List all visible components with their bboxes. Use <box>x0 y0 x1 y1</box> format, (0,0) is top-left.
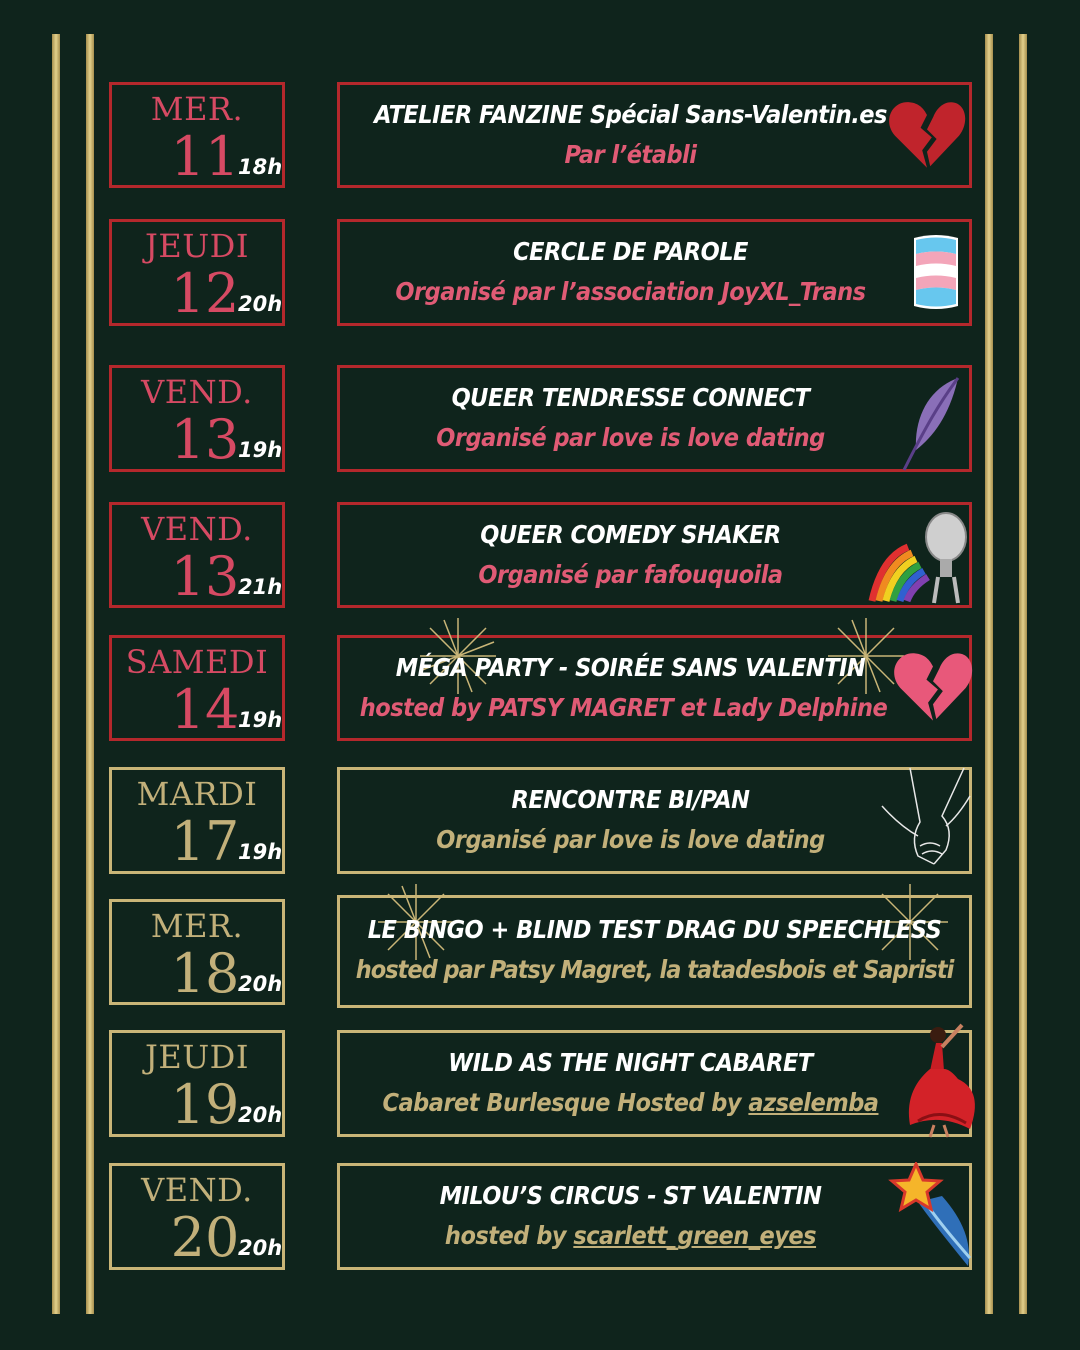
date-box <box>109 365 285 472</box>
date-box <box>109 1030 285 1137</box>
day-label: MER. <box>150 90 244 128</box>
event-box <box>337 365 972 472</box>
event-subtitle: Organisé par fafouquoila <box>478 560 783 589</box>
event-box <box>337 1030 972 1137</box>
date-number: 20 <box>170 1206 240 1269</box>
event-time: 20h <box>238 1103 283 1127</box>
date-number: 13 <box>170 408 240 471</box>
event-subtitle: Organisé par love is love dating <box>436 825 825 854</box>
day-label: MARDI <box>136 775 258 813</box>
date-box <box>109 1163 285 1270</box>
event-box <box>337 767 972 874</box>
event-time: 20h <box>238 1236 283 1260</box>
event-box <box>337 1163 972 1270</box>
event-time: 20h <box>238 972 283 996</box>
left-outer-rail <box>52 34 60 1314</box>
event-box <box>337 635 972 741</box>
shooting-star-icon <box>888 1162 974 1270</box>
left-inner-rail <box>86 34 94 1314</box>
event-title: QUEER COMEDY SHAKER <box>480 520 781 549</box>
event-subtitle: hosted by PATSY MAGRET et Lady Delphine <box>359 693 888 722</box>
broken-heart-icon <box>892 650 974 724</box>
date-number: 19 <box>170 1073 240 1136</box>
event-time: 19h <box>238 708 283 732</box>
right-inner-rail <box>985 34 993 1314</box>
event-title: CERCLE DE PAROLE <box>513 237 748 266</box>
event-subtitle: hosted par Patsy Magret, la tatadesbois et Sapristi <box>355 955 954 984</box>
event-subtitle: Organisé par love is love dating <box>436 423 825 452</box>
date-number: 12 <box>170 262 240 325</box>
event-title: WILD AS THE NIGHT CABARET <box>448 1048 813 1077</box>
event-time: 18h <box>238 155 283 179</box>
date-number: 17 <box>170 810 240 873</box>
date-box <box>109 767 285 874</box>
event-box <box>337 219 972 326</box>
date-number: 18 <box>170 942 240 1005</box>
event-box <box>337 82 972 188</box>
feather-icon <box>900 376 964 472</box>
host-link[interactable]: scarlett_green_eyes <box>573 1221 817 1250</box>
subtitle-prefix: Cabaret Burlesque Hosted by <box>382 1088 749 1117</box>
right-outer-rail <box>1019 34 1027 1314</box>
broken-heart-icon <box>886 99 968 171</box>
event-title: MÉGA PARTY - SOIRÉE SANS VALENTIN <box>395 653 866 682</box>
date-number: 13 <box>170 545 240 608</box>
day-label: SAMEDI <box>125 643 269 681</box>
flamenco-dancer-icon <box>900 1021 986 1139</box>
subtitle-prefix: hosted by <box>444 1221 574 1250</box>
host-link[interactable]: azselemba <box>748 1088 879 1117</box>
date-box <box>109 635 285 741</box>
date-box <box>109 82 285 188</box>
event-subtitle: Organisé par l’association JoyXL_Trans <box>395 277 866 306</box>
event-title: LE BINGO + BLIND TEST DRAG DU SPEECHLESS <box>367 915 942 944</box>
date-box <box>109 502 285 608</box>
date-number: 11 <box>170 125 240 188</box>
event-title: ATELIER FANZINE Spécial Sans-Valentin.es <box>374 100 887 129</box>
rainbow-microphone-icon <box>868 507 972 607</box>
date-number: 14 <box>170 678 240 741</box>
date-box <box>109 219 285 326</box>
event-time: 19h <box>238 840 283 864</box>
event-subtitle <box>352 1087 909 1119</box>
event-time: 21h <box>238 575 283 599</box>
event-title: RENCONTRE BI/PAN <box>511 785 750 814</box>
holding-hands-icon <box>880 766 974 874</box>
event-title: MILOU’S CIRCUS - ST VALENTIN <box>439 1181 822 1210</box>
event-subtitle <box>352 1220 909 1252</box>
event-box <box>337 502 972 608</box>
event-box <box>337 895 972 1008</box>
trans-flag-icon <box>910 232 962 312</box>
day-label: JEUDI <box>145 1038 249 1076</box>
event-time: 19h <box>238 438 283 462</box>
event-time: 20h <box>238 292 283 316</box>
day-label: MER. <box>150 907 244 945</box>
event-subtitle: Par l’établi <box>564 140 697 169</box>
day-label: VEND. <box>141 1171 253 1209</box>
day-label: VEND. <box>141 510 253 548</box>
day-label: VEND. <box>141 373 253 411</box>
day-label: JEUDI <box>145 227 249 265</box>
date-box <box>109 899 285 1005</box>
event-title: QUEER TENDRESSE CONNECT <box>451 383 810 412</box>
